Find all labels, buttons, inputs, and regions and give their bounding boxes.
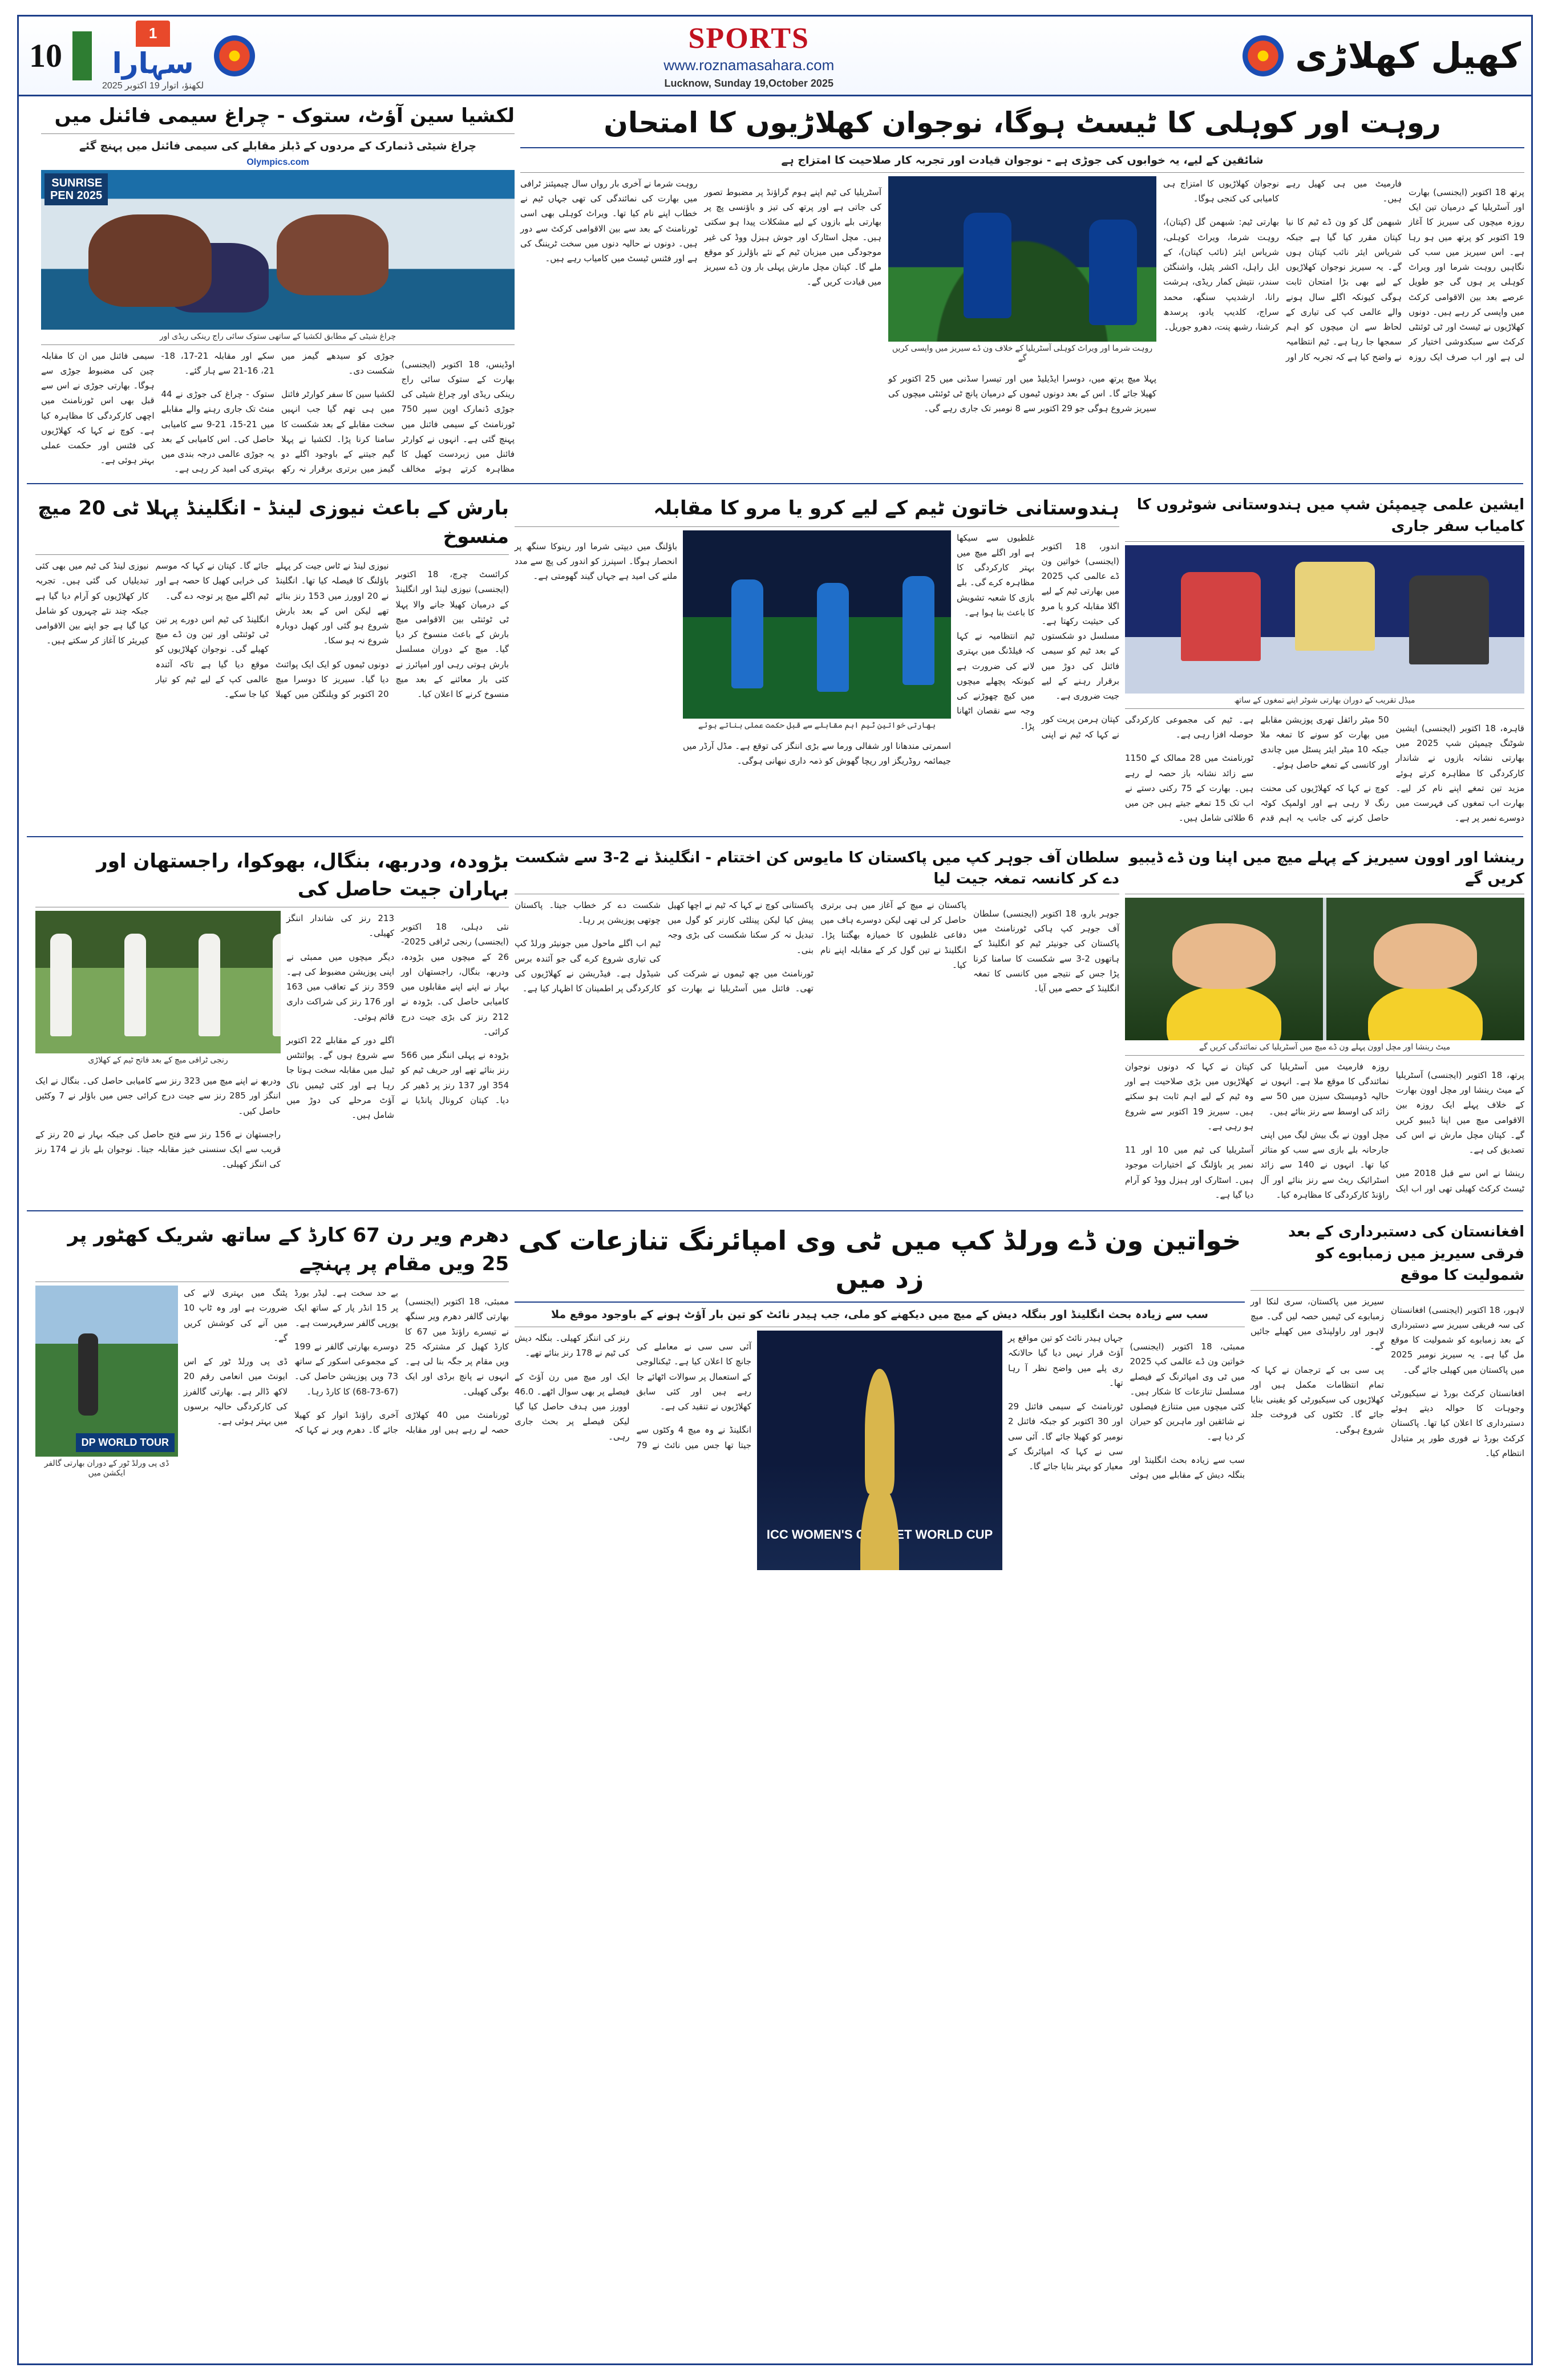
paragraph: دوسرے بھارتی گالفر نے 199 کے مجموعی اسکور کے ساتھ 73 ویں پوزیشن حاصل کی۔ (67-73-68) کا کارڈ رہا۔ xyxy=(294,1341,398,1397)
article-umpiring xyxy=(515,1222,1245,1570)
paragraph: رینشا نے اس سے قبل 2018 میں ٹیسٹ کرکٹ کھیلی تھی اور اب ایک روزہ فارمیٹ میں آسٹریلیا کی نمائندگی کا موقع ملا ہے۔ انہوں نے حالیہ ڈومیسٹک سیزن میں 50 سے زائد کی اوسط سے رنز بنائے ہیں۔ xyxy=(1260,1061,1525,1194)
divider-thin xyxy=(1125,541,1524,542)
paragraph: کرائسٹ چرچ، 18 اکتوبر (ایجنسی) نیوزی لینڈ اور انگلینڈ کے درمیان کھیلا جانے والا پہلا ٹی ٹوئنٹی بین الاقوامی میچ بارش کے باعث منسوخ کر دیا گیا۔ میچ کے دوران مسلسل بارش ہوتی رہی اور امپائرز نے کئی بار معائنے کے بعد میچ منسوخ کرنے کا اعلان کیا۔ xyxy=(395,569,509,700)
lead-text-right xyxy=(520,176,881,425)
ranji-column xyxy=(35,848,509,1206)
golf-body-wrap xyxy=(35,1286,509,1478)
umpiring-photo-wrap xyxy=(757,1331,1002,1570)
women-headline: ہندوستانی خاتون ٹیم کے لیے کرو یا مرو کا مقابلہ xyxy=(653,497,1119,520)
article-hockey xyxy=(515,848,1119,997)
divider-thin xyxy=(515,526,1119,527)
renshaw-photo xyxy=(1125,898,1524,1040)
row-2 xyxy=(19,489,1531,831)
lead-subhead: شائقین کے لیے، یہ خوابوں کی جوڑی ہے - نوجوان قیادت اور تجربہ کار صلاحیت کا امتزاج ہے xyxy=(781,153,1264,167)
paragraph: کپتان ہرمن پریت کور نے کہا کہ ٹیم نے اپنی غلطیوں سے سیکھا ہے اور اگلے میچ میں بہتر کارکردگی کا مظاہرہ کرے گی۔ بلے بازی کا شعبہ تشویش کا باعث بنا ہوا ہے۔ xyxy=(957,532,1119,740)
rosette-icon-right xyxy=(1243,35,1284,76)
nz-headline: بارش کے باعث نیوزی لینڈ - انگلینڈ پہلا ٹی 20 میچ منسوخ xyxy=(38,497,509,548)
umpiring-text-right xyxy=(515,1331,751,1570)
article-afghanistan xyxy=(1250,1222,1524,1461)
nz-body xyxy=(35,558,509,702)
lead-column xyxy=(520,102,1524,479)
paragraph: پاکستان نے میچ کے آغاز میں ہی برتری حاصل کر لی تھی لیکن دوسرے ہاف میں دفاعی غلطیوں کا خمیازہ بھگتنا پڑا۔ انگلینڈ نے تین گول کر کے مقابلہ اپنے نام کیا۔ xyxy=(820,899,966,970)
divider-thin xyxy=(1125,708,1524,709)
paragraph: اوڈینس، 18 اکتوبر (ایجنسی) بھارت کے ستوک سائی راج رینکی ریڈی اور چراغ شیٹی کی جوڑی ڈنمارک اوپن سپر 750 ٹورنامنٹ کے سیمی فائنل میں پہنچ گئی ہے۔ انہوں نے کوارٹر فائنل میں زبردست کھیل کا مظاہرہ کرتے ہوئے مخالف جوڑی کو سیدھے گیمز میں شکست دی۔ xyxy=(281,350,515,475)
paragraph: سیمی فائنل میں ان کا مقابلہ چین کی مضبوط جوڑی سے ہوگا۔ بھارتی جوڑی نے اس سے قبل بھی اس ٹورنامنٹ میں اچھی کارکردگی کا مظاہرہ کیا ہے۔ کوچ نے کہا کہ کھلاڑیوں کی فٹنس اور حکمت عملی بہتر ہوئی ہے۔ xyxy=(41,350,155,466)
paragraph: پہلا میچ پرتھ میں، دوسرا ایڈیلیڈ میں اور تیسرا سڈنی میں 25 اکتوبر کو کھیلا جائے گا۔ اس کے بعد دونوں ٹیموں کے درمیان پانچ ٹی ٹوئنٹی میچوں کی سیریز شروع ہوگی جو 29 اکتوبر سے 8 نومبر تک جاری رہے گی۔ xyxy=(888,373,1156,414)
paragraph: سب سے زیادہ بحث انگلینڈ اور بنگلہ دیش کے مقابلے میں ہوئی جہاں ہیدر نائٹ کو تین مواقع پر آؤٹ قرار نہیں دیا گیا حالانکہ ری پلے میں واضح نظر آ رہا تھا۔ xyxy=(1008,1333,1245,1481)
hockey-body xyxy=(515,898,1119,996)
paragraph: ستوک - چراغ کی جوڑی نے 44 منٹ تک جاری رہنے والے مقابلے میں 21-15، 21-9 سے کامیابی حاصل کی۔ اس کامیابی کے بعد یہ جوڑی عالمی درجہ بندی میں بہتری کی امید کر رہی ہے۔ xyxy=(161,389,274,475)
row-1 xyxy=(19,96,1531,479)
afghanistan-headline: افغانستان کی دستبرداری کے بعد فرقی سیریز میں زمبابوے کو شمولیت کا موقع xyxy=(1288,1223,1524,1284)
page-sheet xyxy=(17,15,1533,2365)
paragraph: پاکستانی کوچ نے کہا کہ ٹیم نے اچھا کھیل پیش کیا لیکن پینلٹی کارنر کو گول میں تبدیل نہ کر سکنا شکست کی بڑی وجہ بنی۔ xyxy=(667,899,814,955)
paragraph: کپتان نے کہا کہ دونوں نوجوان کھلاڑیوں میں بڑی صلاحیت ہے اور وہ ٹیم کے لیے اہم ثابت ہو سکتے ہیں۔ سیریز 19 اکتوبر سے شروع ہو رہی ہے۔ xyxy=(1125,1061,1254,1132)
umpiring-subhead: سب سے زیادہ بحث انگلینڈ اور بنگلہ دیش کے میچ میں دیکھنے کو ملی، جب ہیدر نائٹ کو تین بار آؤٹ ہونے کے باوجود موقع ملا xyxy=(551,1308,1208,1321)
golf-photo-caption: ڈی پی ورلڈ ٹور کے دوران بھارتی گالفر ایکشن میں xyxy=(44,1458,169,1478)
badminton-body xyxy=(41,348,515,479)
paragraph: اسمرتی مندھانا اور شفالی ورما سے بڑی اننگز کی توقع ہے۔ مڈل آرڈر میں جیمائمہ روڈریگز اور ریچا گھوش کو ذمہ داری نبھانی ہوگی۔ xyxy=(683,740,951,766)
divider-thin xyxy=(35,554,509,555)
golf-photo xyxy=(35,1286,178,1457)
ranji-photo-caption: رنجی ٹرافی میچ کے بعد فاتح ٹیم کے کھلاڑی xyxy=(88,1055,228,1065)
flag-icon xyxy=(136,21,170,47)
article-badminton xyxy=(41,102,515,479)
paragraph: دیگر میچوں میں ممبئی نے اپنی پوزیشن مضبوط کی ہے۔ 359 رنز کے تعاقب میں 163 اور 176 رنز کی شراکت داری قائم ہوئی۔ xyxy=(286,951,394,1022)
lead-photo-text xyxy=(888,371,1156,416)
afghanistan-body xyxy=(1250,1294,1524,1461)
divider-thin xyxy=(1250,1290,1524,1291)
paragraph: ٹیم انتظامیہ نے کہا کہ فیلڈنگ میں بہتری لانے کی ضرورت ہے کیونکہ پچھلے میچوں میں کیچ چھوڑنے کی وجہ سے نقصان اٹھانا پڑا۔ xyxy=(957,631,1035,731)
paragraph: بڑودہ نے پہلی اننگز میں 566 رنز بنائے تھے اور حریف ٹیم کو 354 اور 137 رنز پر ڈھیر کر دیا۔ کپتان کرونال پانڈیا نے 213 رنز کی شاندار اننگز کھیلی۔ xyxy=(286,913,509,1105)
renshaw-body xyxy=(1125,1059,1524,1206)
umpiring-body-wrap xyxy=(515,1331,1245,1570)
lead-headline: روہت اور کوہلی کا ٹیسٹ ہوگا، نوجوان کھلاڑیوں کا امتحان xyxy=(604,106,1441,139)
umpiring-headline: خواتین ون ڈے ورلڈ کپ میں ٹی وی امپائرنگ تنازعات کی زد میں xyxy=(518,1225,1241,1295)
paragraph: ٹورنامنٹ میں 28 ممالک کے 1150 سے زائد نشانہ باز حصہ لے رہے ہیں۔ بھارت کے 75 رکنی دستے نے اب تک 15 تمغے جیتے ہیں جن میں 6 طلائی شامل ہیں۔ xyxy=(1125,753,1254,824)
paragraph: پرتھ 18 اکتوبر (ایجنسی) بھارت اور آسٹریلیا کے درمیان تین ایک روزہ میچوں کی سیریز کا آغاز 19 اکتوبر کو پرتھ میں ہو رہا ہے۔ اس سیریز میں سب کی نگاہیں روہت شرما اور ویراٹ کوہلی پر ہوں گی جو طویل عرصے بعد بین الاقوامی کرکٹ میں واپسی کر رہے ہیں۔ دونوں کھلاڑیوں نے ٹیسٹ اور ٹی ٹوئنٹی کرکٹ سے سبکدوشی اختیار کر لی ہے اور اب صرف ایک روزہ فارمیٹ میں ہی کھیل رہے ہیں۔ xyxy=(1286,178,1524,362)
lead-body-wrap xyxy=(520,176,1524,425)
article-renshaw xyxy=(1125,848,1524,1206)
portrait-renshaw xyxy=(1326,898,1524,1040)
ranji-photo xyxy=(35,911,281,1053)
paragraph: باؤلنگ میں دیپتی شرما اور رینوکا سنگھ پر انحصار ہوگا۔ اسپنرز کو اندور کی پچ سے مدد ملنے کی امید ہے جہاں گیند گھومتی ہے۔ xyxy=(515,541,677,582)
ranji-photo-wrap xyxy=(35,911,281,1181)
shooting-body xyxy=(1125,712,1524,832)
women-col-a xyxy=(957,530,1119,742)
paragraph: ممبئی، 18 اکتوبر (ایجنسی) خواتین ون ڈے عالمی کپ 2025 میں ٹی وی امپائرنگ کے فیصلے مسلسل تنازعات کا شکار ہیں۔ کئی میچوں میں متنازع فیصلوں نے شائقین اور ماہرین کو حیران کر دیا ہے۔ xyxy=(1130,1341,1245,1442)
article-golf xyxy=(35,1222,509,1478)
paragraph: نیوزی لینڈ کی ٹیم میں بھی کئی تبدیلیاں کی گئی ہیں۔ تجربہ کار کھلاڑیوں کو آرام دیا گیا ہے جبکہ چند نئے چہروں کو شامل کیا گیا ہے جو اپنے بین الاقوامی کیریئر کا آغاز کر سکتے ہیں۔ xyxy=(35,561,149,646)
women-text-right xyxy=(515,530,677,777)
paragraph: نئی دہلی، 18 اکتوبر (ایجنسی) رنجی ٹرافی 2025-26 کے میچوں میں بڑودہ، ودربھ، بنگال، راجستھان اور بہار نے اپنے اپنے مقابلوں میں کامیابی حاصل کی۔ بڑودہ نے 212 رنز کی بڑی جیت درج کرائی۔ xyxy=(401,922,509,1037)
paragraph: آسٹریلیا کی ٹیم اپنے ہوم گراؤنڈ پر مضبوط تصور کی جاتی ہے اور پرتھ کی تیز و باؤنسی پچ پر بھارتی بلے بازوں کے لیے مشکلات پیدا ہو سکتی ہیں۔ مچل اسٹارک اور جوش ہیزل ووڈ کی غیر موجودگی میں میزبان ٹیم کے نئے باؤلرز کو موقع ملے گا۔ کپتان مچل مارش پہلی بار ون ڈے سیریز میں قیادت کریں گے۔ xyxy=(704,186,881,287)
paragraph: ٹورنامنٹ میں چھ ٹیموں نے شرکت کی تھی۔ فائنل میں آسٹریلیا نے بھارت کو شکست دے کر خطاب جیتا۔ پاکستان چوتھی پوزیشن پر رہا۔ xyxy=(515,899,814,994)
article-ranji xyxy=(35,848,509,1181)
ranji-body-wrap xyxy=(35,911,509,1181)
paragraph: راجستھان نے 156 رنز سے فتح حاصل کی جبکہ بہار نے 20 رنز کے قریب سے ایک سنسنی خیز مقابلہ جیتا۔ نوجوان بلے باز نے 174 رنز کی اننگز کھیلی۔ xyxy=(35,1129,281,1170)
paragraph: انگلینڈ نے وہ میچ 4 وکٹوں سے جیتا تھا جس میں نائٹ نے 79 رنز کی اننگز کھیلی۔ بنگلہ دیش کی ٹیم نے 178 رنز بنائے تھے۔ xyxy=(515,1333,751,1450)
logo-urdu-text: سہارا xyxy=(112,46,194,80)
badminton-headline: لکشیا سین آؤٹ، ستوک - چراغ سیمی فائنل میں xyxy=(54,104,515,127)
olympics-credit-wrap xyxy=(41,157,515,168)
shooting-photo-caption: میڈل تقریب کے دوران بھارتی شوٹر اپنے تمغوں کے ساتھ xyxy=(1234,695,1415,704)
women-col-b xyxy=(515,539,677,584)
golf-column xyxy=(35,1222,509,1570)
afghanistan-column xyxy=(1250,1222,1524,1570)
website-url[interactable]: www.roznamasahara.com xyxy=(663,56,835,74)
row-4 xyxy=(19,1216,1531,1570)
logo-subtitle: لکھنؤ، اتوار 19 اکتوبر 2025 xyxy=(102,80,204,91)
paragraph: ودربھ نے اپنے میچ میں 323 رنز سے کامیابی حاصل کی۔ بنگال نے ایک اننگز اور 285 رنز سے جیت درج کرائی جس میں باؤلر نے 7 وکٹیں حاصل کیں۔ xyxy=(35,1076,281,1116)
page-number: 10 xyxy=(29,37,62,74)
women-photo xyxy=(683,530,951,719)
paragraph: نیوزی لینڈ نے ٹاس جیت کر پہلے باؤلنگ کا فیصلہ کیا تھا۔ انگلینڈ نے 20 اوورز میں 153 رنز بنائے تھے لیکن اس کے بعد بارش شروع ہو گئی اور کھیل دوبارہ شروع نہ ہو سکا۔ xyxy=(276,561,389,646)
umpiring-column xyxy=(515,1222,1245,1570)
hockey-column xyxy=(515,848,1119,1206)
lead-col-b xyxy=(520,176,881,290)
shooting-photo xyxy=(1125,545,1524,694)
paragraph: ڈی پی ورلڈ ٹور کے اس ایونٹ میں انعامی رقم 20 لاکھ ڈالر ہے۔ بھارتی گالفرز کی کارکردگی حالیہ برسوں میں بہتر ہوئی ہے۔ xyxy=(184,1356,288,1427)
lead-photo-caption: روہت شرما اور ویراٹ کوہلی آسٹریلیا کے خلاف ون ڈے سیریز میں واپسی کریں گے xyxy=(892,343,1153,362)
paragraph: اندور، 18 اکتوبر (ایجنسی) خواتین ون ڈے عالمی کپ 2025 میں بھارتی ٹیم کے لیے اگلا مقابلہ کرو یا مرو کی حیثیت رکھتا ہے۔ مسلسل دو شکستوں کے بعد ٹیم کو سیمی فائنل کی دوڑ میں برقرار رہنے کے لیے جیت ضروری ہے۔ xyxy=(1041,541,1119,702)
section-title-en: SPORTS xyxy=(688,22,810,55)
golf-col-a xyxy=(184,1286,509,1437)
paragraph: ایک اور میچ میں رن آؤٹ کے فیصلے پر بھی سوال اٹھے۔ 46.0 اوورز میں ہدف حاصل کیا گیا لیکن فیصلے پر بحث جاری رہی۔ xyxy=(515,1371,630,1442)
paragraph: جوہر بارو، 18 اکتوبر (ایجنسی) سلطان آف جوہر کپ ہاکی ٹورنامنٹ میں پاکستان کی جونیئر ٹیم کو انگلینڈ کے ہاتھوں 2-3 سے شکست کا سامنا کرنا پڑا جس کے نتیجے میں کانسی کا تمغہ انگلینڈ کے حصے میں آیا۔ xyxy=(973,908,1119,994)
women-column xyxy=(515,494,1119,831)
golf-text xyxy=(184,1286,509,1478)
ranji-text xyxy=(286,911,509,1181)
row-3 xyxy=(19,842,1531,1206)
divider xyxy=(515,1302,1245,1303)
paragraph: ٹورنامنٹ کے سیمی فائنل 29 اور 30 اکتوبر کو جبکہ فائنل 2 نومبر کو کھیلا جائے گا۔ آئی سی سی نے کہا کہ امپائرنگ کے معیار کو بہتر بنایا جائے گا۔ xyxy=(1008,1401,1123,1472)
badminton-photo xyxy=(41,170,515,330)
paragraph: شبھمن گل کو ون ڈے ٹیم کا نیا کپتان مقرر کیا گیا ہے جبکہ شریاس ایئر نائب کپتان ہوں گے۔ یہ سیریز نوجوان کھلاڑیوں کے لیے بھی بڑا امتحان ثابت ہوگی کیونکہ اگلے سال ہونے والے عالمی کپ کی تیاری کے لحاظ سے ان میچوں کو اہم سمجھا جا رہا ہے۔ ٹیم انتظامیہ نے واضح کیا ہے کہ تجربہ کار اور نوجوان کھلاڑیوں کا امتزاج ہی کامیابی کی کنجی ہوگا۔ xyxy=(1163,178,1402,362)
ranji-col-a xyxy=(286,911,509,1122)
renshaw-headline: رینشا اور اوون سیریز کے پہلے میچ میں اپنا ون ڈے ڈیبیو کریں گے xyxy=(1129,849,1524,888)
olympics-credit: Olympics.com xyxy=(246,157,309,167)
trophy-label: ICC WOMEN'S CRICKET WORLD CUP ٹرافی xyxy=(766,1527,993,1557)
lead-photo xyxy=(888,176,1156,342)
lead-photo-wrap xyxy=(888,176,1156,425)
article-shooting xyxy=(1125,494,1524,831)
section-divider-3 xyxy=(27,1210,1523,1211)
umpiring-text-left xyxy=(1008,1331,1245,1570)
women-photo-caption: بھارتی خواتین ٹیم اہم مقابلے سے قبل حکمت عملی بناتے ہوئے xyxy=(698,720,936,729)
paragraph: مچل اوون نے بگ بیش لیگ میں اپنی جارحانہ بلے بازی سے سب کو متاثر کیا تھا۔ انہوں نے 140 سے زائد اسٹرائیک ریٹ سے رنز بنائے اور آل راؤنڈ کارکردگی کا مظاہرہ کیا۔ xyxy=(1260,1129,1389,1200)
paragraph: لکشیا سین کا سفر کوارٹر فائنل میں ہی تھم گیا جب انہیں سخت مقابلے کے بعد شکست کا سامنا کرنا پڑا۔ لکشیا نے پہلا گیم جیتنے کے باوجود اگلے دو گیمز میں برتری برقرار نہ رکھ سکے اور مقابلہ 21-17، 18-21، 16-21 سے ہار گئے۔ xyxy=(161,350,395,475)
women-text-left xyxy=(957,530,1119,777)
masthead xyxy=(19,17,1531,96)
paragraph: لاہور، 18 اکتوبر (ایجنسی) افغانستان کی سہ فریقی سیریز سے دستبرداری کے بعد زمبابوے کو شمولیت کا موقع مل گیا ہے۔ یہ سیریز نومبر 2025 میں پاکستان میں کھیلی جائے گی۔ xyxy=(1391,1304,1525,1375)
paragraph: آسٹریلیا کی ٹیم میں 10 اور 11 نمبر پر باؤلنگ کے اختیارات موجود ہیں۔ اسٹارک اور ہیزل ووڈ کو آرام دیا گیا ہے۔ xyxy=(1125,1145,1254,1200)
golf-photo-wrap xyxy=(35,1286,178,1478)
ranji-photo-text xyxy=(35,1073,281,1172)
paragraph: سیریز میں پاکستان، سری لنکا اور زمبابوے کی ٹیمیں حصہ لیں گی۔ میچ لاہور اور راولپنڈی میں کھیلے جائیں گے۔ xyxy=(1250,1296,1384,1352)
women-body-wrap xyxy=(515,530,1119,777)
divider-thin xyxy=(41,344,515,345)
rosette-icon xyxy=(214,35,255,76)
divider-thin xyxy=(520,172,1524,173)
dateline-en: Lucknow, Sunday 19,October 2025 xyxy=(664,78,833,89)
divider-thin xyxy=(41,133,515,134)
hockey-headline: سلطان آف جوہر کپ میں پاکستان کا مایوس کن اختتام - انگلینڈ نے 2-3 سے شکست دے کر کانسہ تمغہ جیت لیا xyxy=(515,849,1119,888)
publication-logo xyxy=(102,21,204,91)
women-photo-wrap xyxy=(683,530,951,777)
section-divider-1 xyxy=(27,483,1523,484)
paragraph: اگلے دور کے مقابلے 22 اکتوبر سے شروع ہوں گے۔ پوائنٹس ٹیبل میں مقابلہ سخت ہوتا جا رہا ہے اور کئی ٹیمیں ناک آؤٹ مرحلے کی دوڑ میں شامل ہیں۔ xyxy=(286,1035,395,1121)
paragraph: انگلینڈ کی ٹیم اس دورے پر تین ٹی ٹوئنٹی اور تین ون ڈے میچ کھیلے گی۔ نوجوان کھلاڑیوں کو موقع دیا گیا ہے تاکہ آئندہ عالمی کپ کے لیے ٹیم کو تیار کیا جا سکے۔ xyxy=(155,614,269,700)
portrait-owen xyxy=(1125,898,1323,1040)
paragraph: ٹورنامنٹ میں 40 کھلاڑی حصہ لے رہے ہیں اور مقابلہ بے حد سخت ہے۔ لیڈر بورڈ پر 15 انڈر پار کے ساتھ ایک یورپی گالفر سرفہرست ہے۔ xyxy=(294,1288,509,1436)
article-women xyxy=(515,494,1119,777)
divider xyxy=(520,147,1524,148)
masthead-center xyxy=(663,22,834,90)
shooting-column xyxy=(1125,494,1524,831)
masthead-right xyxy=(1243,35,1521,76)
paragraph: پی سی بی کے ترجمان نے کہا کہ تمام انتظامات مکمل ہیں اور کھلاڑیوں کی سیکیورٹی کو یقینی بنایا جائے گا۔ ٹکٹوں کی فروخت جلد شروع ہوگی۔ xyxy=(1250,1364,1384,1435)
paragraph: بھارتی ٹیم: شبھمن گل (کپتان)، روہت شرما، ویراٹ کوہلی، شریاس ایئر (نائب کپتان)، کے ایل راہل، اکشر پٹیل، واشنگٹن سندر، نتیش کمار ریڈی، ہرشت رانا، ارشدیپ سنگھ، محمد سراج، کلدیپ یادو، پرسدھ کرشنا، رشبھ پنت، دھرو جوریل۔ xyxy=(1163,217,1279,333)
paragraph: دونوں ٹیموں کو ایک ایک پوائنٹ دیا گیا۔ سیریز کا دوسرا میچ 20 اکتوبر کو ویلنگٹن میں کھیلا جائے گا۔ کپتان نے کہا کہ موسم کی خرابی کھیل کا حصہ ہے اور ٹیم اگلے میچ پر توجہ دے گی۔ xyxy=(155,561,389,700)
paragraph: 50 میٹر رائفل تھری پوزیشن مقابلے میں بھارت کو سونے کا تمغہ ملا جبکہ 10 میٹر ایئر پسٹل میں چاندی اور کانسی کے تمغے حاصل ہوئے۔ xyxy=(1260,714,1389,770)
paragraph: افغانستان کرکٹ بورڈ نے سیکیورٹی وجوہات کا حوالہ دیتے ہوئے دستبرداری کا اعلان کیا تھا۔ پاکستان کرکٹ بورڈ نے فوری طور پر متبادل انتظام کیا۔ xyxy=(1391,1388,1524,1458)
golf-headline: دھرم ویر رن 67 کارڈ کے ساتھ شریک کھٹور پر 25 ویں مقام پر پہنچے xyxy=(67,1224,509,1275)
paragraph: کوچ نے کہا کہ کھلاڑیوں کی محنت رنگ لا رہی ہے اور اولمپک کوٹہ حاصل کرنے کی جانب یہ اہم قدم ہے۔ ٹیم کی مجموعی کارکردگی حوصلہ افزا رہی ہے۔ xyxy=(1125,714,1389,824)
badminton-subhead: چراغ شیٹی ڈنمارک کے مردوں کے ڈبلز مقابلے کی سیمی فائنل میں پہنچ گئے xyxy=(79,140,477,153)
section-title-ur: کھیل کھلاڑی xyxy=(1295,35,1521,76)
women-photo-text xyxy=(683,739,951,769)
paragraph: روہت شرما نے آخری بار رواں سال چیمپئنز ٹرافی میں بھارت کی نمائندگی کی تھی جہاں ٹیم نے خطاب اپنے نام کیا تھا۔ ویراٹ کوہلی بھی اسی ٹورنامنٹ کے بعد سے بین الاقوامی کرکٹ سے دور ہیں۔ دونوں نے حالیہ دنوں میں سخت ٹریننگ کی ہے اور فٹنس ٹیسٹ میں کامیاب رہے ہیں۔ xyxy=(520,178,698,264)
shooting-headline: ایشین علمی چیمپئن شپ میں ہندوستانی شوٹروں کا کامیاب سفر جاری xyxy=(1136,496,1524,536)
lead-text-left xyxy=(1163,176,1524,425)
paragraph: ٹیم اب اگلے ماحول میں جونیئر ورلڈ کپ کی تیاری شروع کرے گی جو آئندہ برس شیڈول ہے۔ فیڈریشن نے کھلاڑیوں کی کارکردگی پر اطمینان کا اظہار کیا ہے۔ xyxy=(515,938,661,994)
badminton-photo-caption: چراغ شیٹی کے مطابق لکشیا کے ساتھی ستوک سائی راج رینکی ریڈی اور xyxy=(159,331,396,340)
nz-column xyxy=(35,494,509,831)
trophy-photo xyxy=(757,1331,1002,1570)
renshaw-photo-caption: میٹ رینشا اور مچل اوون پہلے ون ڈے میچ میں آسٹریلیا کی نمائندگی کریں گے xyxy=(1199,1041,1451,1051)
paragraph: ممبئی، 18 اکتوبر (ایجنسی) بھارتی گالفر دھرم ویر سنگھ نے تیسرے راؤنڈ میں 67 کا کارڈ کھیل کر مشترکہ 25 ویں مقام پر جگہ بنا لی ہے۔ انہوں نے پانچ برڈی اور ایک بوگی کھیلی۔ xyxy=(405,1296,509,1397)
section-divider-2 xyxy=(27,836,1523,837)
divider-thin xyxy=(1125,1055,1524,1056)
paragraph: آئی سی سی نے معاملے کی جانچ کا اعلان کیا ہے۔ ٹیکنالوجی کے استعمال پر سوالات اٹھائے جا رہے ہیں اور کئی سابق کھلاڑیوں نے تنقید کی ہے۔ xyxy=(636,1341,751,1412)
article-lead xyxy=(520,102,1524,425)
paragraph: آخری راؤنڈ اتوار کو کھیلا جائے گا۔ دھرم ویر نے کہا کہ پٹنگ میں بہتری لانے کی ضرورت ہے اور وہ ٹاپ 10 میں آنے کی کوشش کریں گے۔ xyxy=(184,1288,398,1436)
umpiring-col-b xyxy=(515,1331,751,1453)
renshaw-column xyxy=(1125,848,1524,1206)
badminton-column xyxy=(41,102,515,479)
paragraph: قاہرہ، 18 اکتوبر (ایجنسی) ایشین شوٹنگ چیمپئن شپ 2025 میں بھارتی نشانہ بازوں نے شاندار کارکردگی کا مظاہرہ کرتے ہوئے مزید تین تمغے اپنے نام کر لیے۔ بھارت اب تمغوں کی فہرست میں دوسرے نمبر پر ہے۔ xyxy=(1395,723,1524,824)
umpiring-col-a xyxy=(1008,1331,1245,1482)
masthead-left xyxy=(29,21,255,91)
ranji-headline: بڑودہ، ودربھ، بنگال، بھوکوا، راجستھان اور بہاران جیت حاصل کی xyxy=(96,849,509,901)
lead-col-a xyxy=(1163,176,1524,364)
green-block-decoration xyxy=(72,31,92,80)
paragraph: پرتھ، 18 اکتوبر (ایجنسی) آسٹریلیا کے میٹ رینشا اور مچل اوون بھارت کے خلاف پہلے ایک روزہ بین الاقوامی میچ میں اپنا ڈیبیو کریں گے۔ کپتان مچل مارش نے اس کی تصدیق کی ہے۔ xyxy=(1395,1069,1524,1155)
article-nz-england xyxy=(35,494,509,702)
